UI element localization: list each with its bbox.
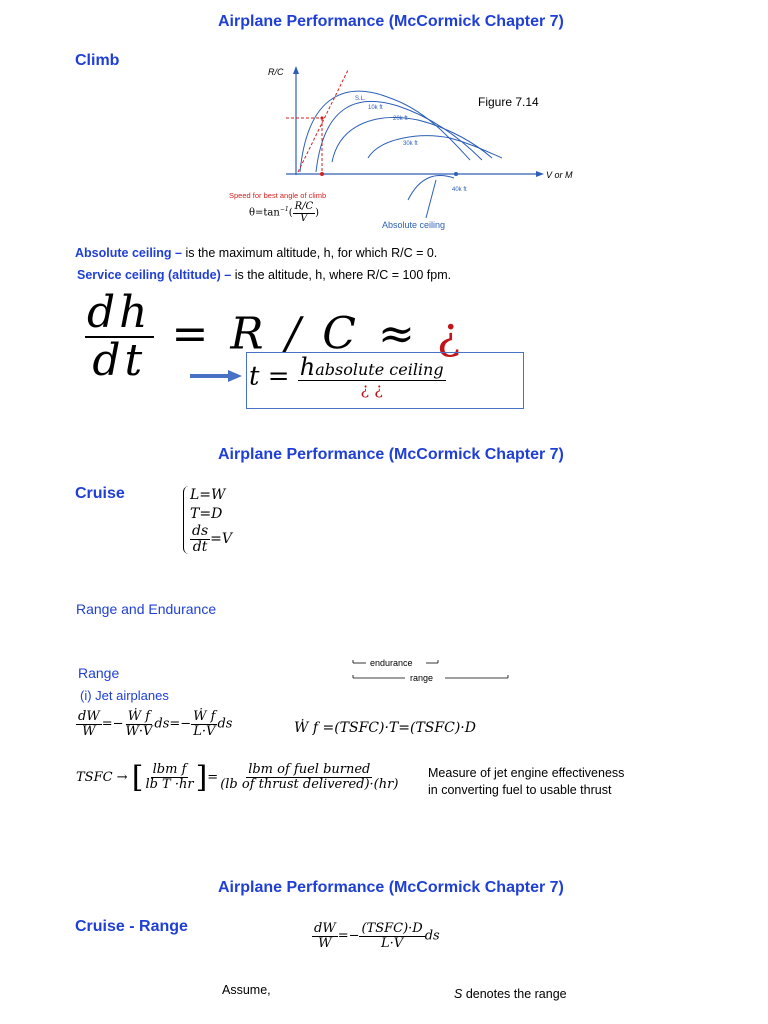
time-lhs: t =	[249, 361, 290, 392]
def-svc-text: is the altitude, h, where R/C = 100 fpm.	[231, 268, 452, 282]
time-fraction	[298, 355, 446, 398]
cr-den: W	[318, 935, 332, 951]
cruise-system	[183, 486, 232, 554]
cruise-range-section-title: Cruise - Range	[75, 918, 188, 935]
theta-lhs: θ=tan	[249, 207, 280, 219]
curve-label-sl: S.L.	[355, 96, 366, 102]
measure-note-2: in converting fuel to usable thrust	[428, 783, 612, 797]
curve-label-10k: 10k ft	[368, 105, 383, 111]
abs-ceiling-pointer	[426, 180, 436, 218]
rate-rhs: = R / C ≈	[171, 308, 419, 360]
best-angle-label: Speed for best angle of climb	[229, 191, 327, 200]
system-rhs: =V	[210, 531, 232, 548]
tangent-point	[320, 116, 323, 119]
endurance-range-brackets	[350, 654, 512, 686]
climb-section-title: Climb	[75, 52, 120, 69]
dhdt-fraction	[85, 287, 154, 387]
eq1-f1-num: Ẇ f	[127, 709, 151, 724]
curve-sl	[300, 91, 470, 172]
def-abs-term: Absolute ceiling –	[75, 246, 182, 260]
tsfc-units	[143, 763, 195, 791]
eq1-f1-den: W·V	[125, 723, 153, 739]
cr-f-den: L·V	[381, 935, 404, 951]
cr-end: ds	[424, 928, 440, 944]
system-num: ds	[192, 523, 209, 539]
system-den: dt	[192, 538, 208, 555]
abs-ceiling-label: Absolute ceiling	[382, 220, 446, 230]
page3-heading: Airplane Performance (McCormick Chapter 7)	[218, 879, 564, 896]
right-arrow-icon	[188, 368, 243, 384]
y-axis-arrow	[293, 66, 299, 74]
dt-den: dt	[92, 335, 147, 387]
curve-label-40k: 40k ft	[452, 187, 467, 193]
x-axis-arrow	[536, 171, 544, 177]
system-fraction	[190, 524, 210, 554]
figure-caption: Figure 7.14	[478, 95, 539, 109]
cr-frac	[359, 922, 424, 950]
time-num-h: h	[299, 353, 316, 381]
theta-paren-close: )	[315, 207, 320, 219]
def-service-ceiling	[77, 268, 451, 282]
eq1-num: dW	[78, 709, 100, 724]
theta-sup: −1	[279, 206, 289, 214]
page2-heading: Airplane Performance (McCormick Chapter 7)	[218, 446, 564, 463]
eq1-mid: =−	[101, 716, 124, 732]
tsfc-eq	[76, 760, 400, 795]
tangent-line	[298, 70, 348, 172]
cr-frac-dw	[312, 922, 338, 950]
tsfc-bracket-close: ]	[195, 760, 208, 795]
time-num-sub: absolute ceiling	[315, 360, 444, 379]
eq1-ds: ds=−	[154, 716, 192, 732]
range-label: range	[410, 673, 434, 683]
cr-f-num: (TSFC)·D	[361, 921, 423, 936]
eq1-end: ds	[217, 716, 233, 732]
def-svc-term: Service ceiling (altitude) –	[77, 268, 232, 282]
eq1-f2-den: L·V	[193, 723, 216, 739]
theta-den: V	[300, 212, 308, 224]
eq1-frac-1	[123, 710, 154, 738]
fuel-flow-eq: Ẇ f =(TSFC)·T=(TSFC)·D	[294, 720, 476, 736]
jet-airplanes-head: (i) Jet airplanes	[80, 688, 169, 703]
tsfc-eq-sign: =	[207, 770, 219, 785]
theta-fraction	[293, 202, 316, 224]
tsfc-u-den: lb T ·hr	[145, 777, 194, 792]
range-eq1	[76, 710, 232, 738]
def-absolute-ceiling	[75, 246, 437, 260]
theta-paren-open: (	[288, 207, 293, 219]
tsfc-bracket-open: [	[131, 760, 144, 795]
cruise-range-eq	[312, 922, 440, 950]
theta-num: R/C	[294, 201, 314, 212]
y-axis-label: R/C	[268, 67, 284, 77]
range-head: Range	[78, 665, 120, 681]
tsfc-num: lbm of fuel burned	[248, 762, 371, 778]
cr-num: dW	[314, 921, 336, 936]
s-var: S	[454, 987, 463, 1001]
curve-10k	[316, 101, 482, 172]
rate-red-glyph: ¿	[436, 308, 465, 360]
system-eq-lift: L=W	[190, 487, 226, 503]
curve-20k	[332, 117, 492, 162]
time-num	[298, 355, 446, 381]
curve-30k	[368, 136, 502, 158]
eq1-frac-dw	[76, 710, 102, 738]
x-axis-label: V or M	[546, 170, 573, 180]
system-eq-velocity	[190, 524, 232, 554]
time-equation	[249, 355, 446, 398]
eq1-frac-2	[191, 710, 217, 738]
time-den: ¿ ¿	[360, 379, 383, 399]
tsfc-u-num: lbm f	[152, 762, 187, 778]
time-equation-box	[246, 352, 524, 409]
theta-formula	[249, 202, 319, 224]
endurance-label: endurance	[370, 658, 413, 668]
def-abs-text: is the maximum altitude, h, for which R/C = 0.	[181, 246, 438, 260]
s-denotes-range	[454, 987, 567, 1001]
tsfc-lhs: TSFC →	[76, 770, 128, 785]
eq1-f2-num: Ẇ f	[193, 709, 216, 724]
assume-text: Assume,	[222, 983, 271, 997]
curve-label-30k: 30k ft	[403, 141, 418, 147]
abs-ceiling-point	[454, 172, 458, 176]
cruise-section-title: Cruise	[75, 485, 125, 502]
tsfc-den: (lb of thrust delivered)·(hr)	[220, 777, 399, 792]
measure-note-1: Measure of jet engine effectiveness	[428, 766, 625, 780]
s-text: denotes the range	[462, 987, 567, 1001]
curve-40k	[408, 176, 454, 200]
best-angle-point	[320, 172, 324, 176]
tsfc-fraction	[218, 763, 400, 791]
eq1-den: W	[82, 723, 96, 739]
dh-num: dh	[87, 287, 152, 338]
page1-heading: Airplane Performance (McCormick Chapter 7)	[218, 13, 564, 30]
system-eq-thrust: T=D	[190, 506, 223, 522]
range-endurance-title: Range and Endurance	[76, 601, 217, 617]
curve-label-20k: 20k ft	[393, 116, 408, 122]
cr-mid: =−	[337, 928, 360, 944]
